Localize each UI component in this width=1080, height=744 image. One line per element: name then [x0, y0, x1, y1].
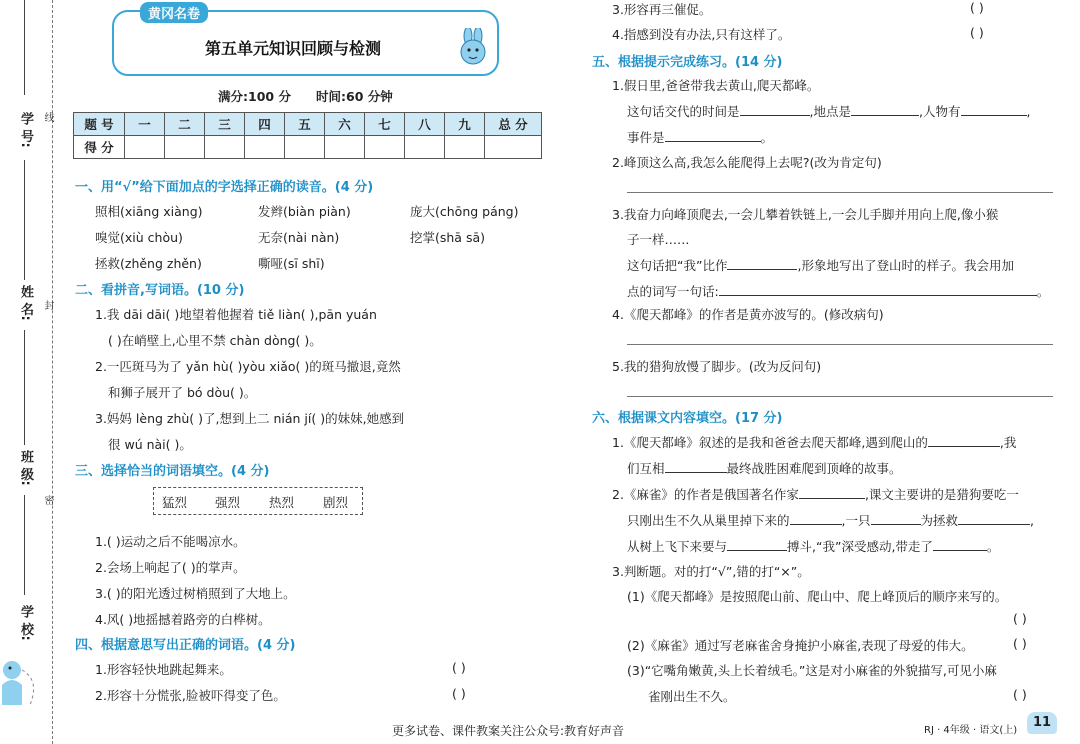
word-bank-item: 强烈	[215, 495, 241, 510]
seal-mark-secret: 密	[42, 495, 53, 505]
brand-logo: 黄冈名卷	[140, 2, 208, 23]
question-line: 子一样……	[627, 232, 690, 247]
section-1-title: 一、用“√”给下面加点的字选择正确的读音。(4 分)	[75, 180, 374, 195]
prompt-text: 2.《麻雀》的作者是俄国著名作家	[612, 487, 799, 502]
question-line: 5.我的猎狗放慢了脚步。(改为反问句)	[612, 359, 822, 374]
question-line: 1.( )运动之后不能喝凉水。	[95, 534, 246, 549]
table-cell: 九	[445, 113, 485, 136]
student-name-label: 姓 名:	[18, 285, 33, 321]
table-row	[74, 113, 542, 136]
question-line: 3.我奋力向峰顶爬去,一会儿攀着铁链上,一会儿手脚并用向上爬,像小猴	[612, 207, 999, 222]
question-line: 4.风( )地摇撼着路旁的白桦树。	[95, 612, 271, 627]
answer-paren[interactable]: ( )	[970, 0, 984, 15]
seal-mark-line: 线	[42, 112, 53, 122]
answer-paren[interactable]: ( )	[970, 25, 984, 40]
prompt-text: 地点是	[813, 104, 852, 119]
question-line	[627, 537, 999, 555]
fill-blank[interactable]	[928, 446, 1000, 447]
page-number: 11	[1027, 712, 1057, 734]
pinyin-item[interactable]: 照相(xiāng xiàng)	[95, 204, 203, 219]
table-cell: 八	[405, 113, 445, 136]
question-line: 3.判断题。对的打“√”,错的打“×”。	[612, 564, 810, 579]
answer-paren[interactable]: ( )	[1013, 687, 1027, 702]
section-5-title: 五、根据提示完成练习。(14 分)	[592, 55, 783, 70]
time-limit: 时间:60 分钟	[316, 89, 393, 104]
question-line: ( )在峭壁上,心里不禁 chàn dòng( )。	[108, 333, 322, 348]
pinyin-item[interactable]: 无奈(nài nàn)	[258, 230, 340, 245]
fill-blank[interactable]	[740, 115, 810, 116]
binding-rule	[24, 0, 25, 95]
table-row	[74, 136, 542, 159]
mascot-corner-icon	[0, 650, 45, 710]
question-line: 3.( )的阳光透过树梢照到了大地上。	[95, 586, 296, 601]
question-line: 2.峰顶这么高,我怎么能爬得上去呢?(改为肯定句)	[612, 155, 882, 170]
fill-blank[interactable]	[958, 524, 1030, 525]
pinyin-item[interactable]: 庞大(chōng páng)	[410, 204, 519, 219]
fill-blank[interactable]	[665, 472, 727, 473]
score-cell[interactable]	[125, 136, 165, 159]
score-cell[interactable]	[405, 136, 445, 159]
word-bank-item: 剧烈	[323, 495, 349, 510]
class-label: 班 级:	[18, 450, 33, 486]
answer-line[interactable]	[627, 344, 1053, 345]
footer-note: 更多试卷、课件教案关注公众号:教育好声音	[392, 724, 625, 738]
full-score: 满分:100 分	[218, 89, 291, 104]
prompt-text: 最终战胜困难爬到顶峰的故事。	[726, 461, 902, 476]
answer-paren[interactable]: ( )	[452, 686, 466, 701]
prompt-text: 为拯救	[920, 513, 959, 528]
question-line: 1.《爬天都峰》叙述的是我和爸爸去爬天都峰,遇到爬山的 ,我	[612, 435, 1017, 450]
fill-blank[interactable]	[933, 550, 987, 551]
score-cell[interactable]	[485, 136, 542, 159]
prompt-text: 点的词写一句话:	[627, 284, 719, 299]
section-6-title: 六、根据课文内容填空。(17 分)	[592, 411, 783, 426]
binding-rule	[24, 330, 25, 445]
score-cell[interactable]	[365, 136, 405, 159]
score-cell[interactable]	[245, 136, 285, 159]
prompt-text: 搏斗,“我”深受感动,带走了	[787, 539, 933, 554]
score-cell[interactable]	[445, 136, 485, 159]
question-line: 2.一匹斑马为了 yǎn hù( )yòu xiǎo( )的斑马撤退,竟然	[95, 359, 401, 374]
question-line: (1)《爬天都峰》是按照爬山前、爬山中、爬上峰顶后的顺序来写的。	[627, 589, 1008, 604]
prompt-text: 人物有	[923, 104, 961, 119]
prompt-text: 我	[1003, 435, 1017, 450]
section-3-title: 三、选择恰当的词语填空。(4 分)	[75, 464, 270, 479]
table-cell: 一	[125, 113, 165, 136]
question-line: 只刚出生不久从巢里掉下来的 ,一只 为拯救 ,	[627, 513, 1034, 528]
question-line: 事件是 。	[627, 130, 774, 145]
fill-blank[interactable]	[665, 141, 761, 142]
question-line: (2)《麻雀》通过写老麻雀舍身掩护小麻雀,表现了母爱的伟大。	[627, 638, 974, 653]
question-line: 这句话交代的时间是 ,地点是 ,人物有 ,	[627, 104, 1031, 119]
question-line: 点的词写一句话: 。	[627, 284, 1050, 299]
question-line: 这句话把“我”比作 ,形象地写出了登山时的样子。我会用加	[627, 258, 1014, 273]
table-cell: 五	[285, 113, 325, 136]
binding-rule	[24, 495, 25, 595]
fill-blank[interactable]	[790, 524, 842, 525]
prompt-text: 这句话把“我”比作	[627, 258, 728, 273]
question-line: (3)“它嘴角嫩黄,头上长着绒毛。”这是对小麻雀的外貌描写,可见小麻	[627, 663, 997, 678]
fill-blank[interactable]	[851, 115, 919, 116]
table-cell: 题 号	[74, 113, 125, 136]
question-line: 和狮子展开了 bó dòu( )。	[108, 385, 257, 400]
pinyin-item[interactable]: 挖掌(shā sā)	[410, 230, 485, 245]
pinyin-item[interactable]: 嗅觉(xiù chòu)	[95, 230, 183, 245]
prompt-text: 。	[986, 539, 1000, 554]
prompt-text: 这句话交代的时间是	[627, 104, 740, 119]
prompt-text: ,课文主要讲的是猎狗要吃一	[864, 487, 1019, 502]
score-cell[interactable]	[285, 136, 325, 159]
section-4-title: 四、根据意思写出正确的词语。(4 分)	[75, 638, 296, 653]
word-bank-item: 热烈	[269, 495, 295, 510]
prompt-text: 从树上飞下来要与	[627, 539, 728, 554]
fill-blank[interactable]	[799, 498, 865, 499]
pinyin-item[interactable]: 发辫(biàn piàn)	[258, 204, 351, 219]
prompt-text: 形象地写出了登山时的样子。我会用加	[801, 258, 1014, 273]
question-line: 2.形容十分慌张,脸被吓得变了色。	[95, 688, 286, 703]
student-id-label: 学 号:	[18, 112, 33, 148]
question-line: 2.会场上响起了( )的掌声。	[95, 560, 246, 575]
rabbit-mascot-icon	[448, 28, 494, 70]
question-line: 很 wú nài( )。	[108, 437, 192, 452]
binding-rule	[24, 160, 25, 280]
question-line	[612, 485, 1019, 503]
answer-line[interactable]	[627, 396, 1053, 397]
table-cell: 得 分	[74, 136, 125, 159]
prompt-text: 事件是	[627, 130, 665, 145]
fill-blank[interactable]	[727, 550, 787, 551]
score-cell[interactable]	[205, 136, 245, 159]
pinyin-item[interactable]: 拯救(zhěng zhěn)	[95, 256, 202, 271]
page-title: 第五单元知识回顾与检测	[205, 39, 382, 58]
prompt-text: 只刚出生不久从巢里掉下来的	[627, 513, 790, 528]
question-line: 1.我 dāi dāi( )地望着他握着 tiě liàn( ),pān yuán	[95, 307, 377, 322]
question-line: 3.形容再三催促。	[612, 2, 712, 17]
question-line: 4.《爬天都峰》的作者是黄亦波写的。(修改病句)	[612, 307, 884, 322]
prompt-text: 们互相	[627, 461, 665, 476]
table-cell: 四	[245, 113, 285, 136]
answer-paren[interactable]: ( )	[452, 660, 466, 675]
question-line: 1.形容轻快地跳起舞来。	[95, 662, 232, 677]
table-cell: 七	[365, 113, 405, 136]
fill-blank[interactable]	[727, 269, 797, 270]
table-cell: 六	[325, 113, 365, 136]
question-line: 4.指感到没有办法,只有这样了。	[612, 27, 791, 42]
table-cell: 三	[205, 113, 245, 136]
question-line: 雀刚出生不久。	[648, 689, 736, 704]
prompt-text: 1.《爬天都峰》叙述的是我和爸爸去爬天都峰,遇到爬山的	[612, 435, 928, 450]
question-line: 1.假日里,爸爸带我去黄山,爬天都峰。	[612, 78, 820, 93]
question-line	[627, 459, 902, 477]
score-table	[73, 112, 542, 159]
school-label: 学 校:	[18, 605, 33, 641]
word-bank-item: 猛烈	[162, 495, 188, 510]
answer-paren[interactable]: ( )	[1013, 636, 1027, 651]
grade-label: RJ · 4年级 · 语文(上)	[924, 725, 1018, 736]
table-cell: 总 分	[485, 113, 542, 136]
section-2-title: 二、看拼音,写词语。(10 分)	[75, 283, 245, 298]
prompt-text: ,一只	[841, 513, 871, 528]
score-cell[interactable]	[165, 136, 205, 159]
score-cell[interactable]	[325, 136, 365, 159]
fill-blank[interactable]	[871, 524, 921, 525]
answer-line[interactable]	[627, 192, 1053, 193]
fill-blank[interactable]	[961, 115, 1027, 116]
table-cell: 二	[165, 113, 205, 136]
seal-mark-seal: 封	[42, 300, 53, 310]
question-line: 3.妈妈 lèng zhù( )了,想到上二 nián jí( )的妹妹,她感到	[95, 411, 405, 426]
fill-blank[interactable]	[719, 295, 1037, 296]
pinyin-item[interactable]: 嘶哑(sī shī)	[258, 256, 325, 271]
answer-paren[interactable]: ( )	[1013, 611, 1027, 626]
